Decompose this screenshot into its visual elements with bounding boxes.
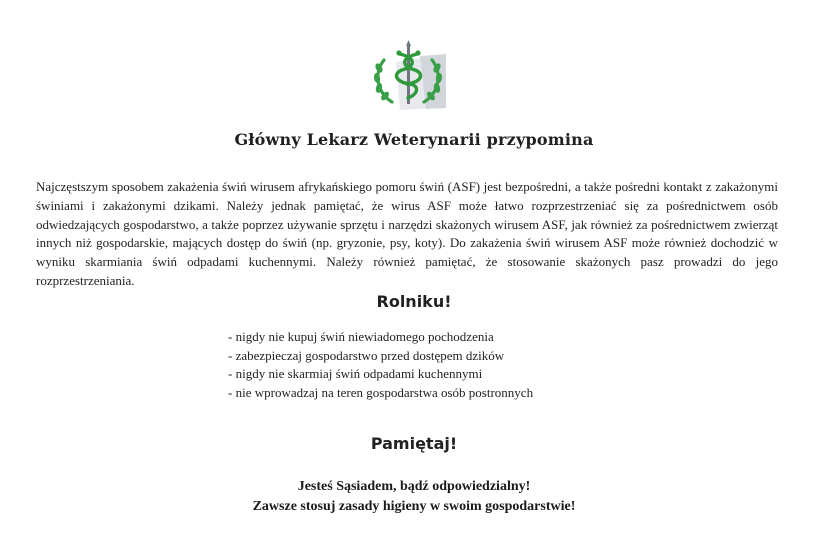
veterinary-logo-icon xyxy=(370,40,448,112)
rules-list xyxy=(228,328,533,402)
page-title: Główny Lekarz Weterynarii przypomina xyxy=(234,130,594,149)
closing-line-2: Zawsze stosuj zasady higieny w swoim gospodarstwie! xyxy=(252,499,576,514)
list-item: - nie wprowadzaj na teren gospodarstwa osób postronnych xyxy=(228,384,533,403)
list-item: - nigdy nie skarmiaj świń odpadami kuchennymi xyxy=(228,365,533,384)
rolniku-heading: Rolniku! xyxy=(376,292,452,311)
list-item: - nigdy nie kupuj świń niewiadomego pochodzenia xyxy=(228,328,533,347)
closing-statement xyxy=(0,477,828,517)
intro-paragraph: Najczęstszym sposobem zakażenia świń wirusem afrykańskiego pomoru świń (ASF) jest bezpośredni, a także pośredni kontakt z zakażonymi świniami i zakażonymi dzikami. Należy jednak pamiętać, że wirus ASF może łatwo rozprzestrzeniać się za pośrednictwem osób odwiedzających gospodarstwo, a także poprzez używanie sprzętu i narzędzi skażonych wirusem ASF, jak również za pośrednictwem zwierząt innych niż gospodarskie, mających dostęp do świń (np. gryzonie, psy, koty). Do zakażenia świń wirusem ASF może również dochodzić w wyniku skarmiania świń odpadami kuchennymi. Należy również pamiętać, że stosowanie skażonych pasz prowadzi do jego rozprzestrzeniania. xyxy=(36,179,778,288)
list-item: - zabezpieczaj gospodarstwo przed dostępem dzików xyxy=(228,347,533,366)
pamietaj-heading: Pamiętaj! xyxy=(370,434,458,453)
closing-line-1: Jesteś Sąsiadem, bądź odpowiedzialny! xyxy=(297,479,531,494)
